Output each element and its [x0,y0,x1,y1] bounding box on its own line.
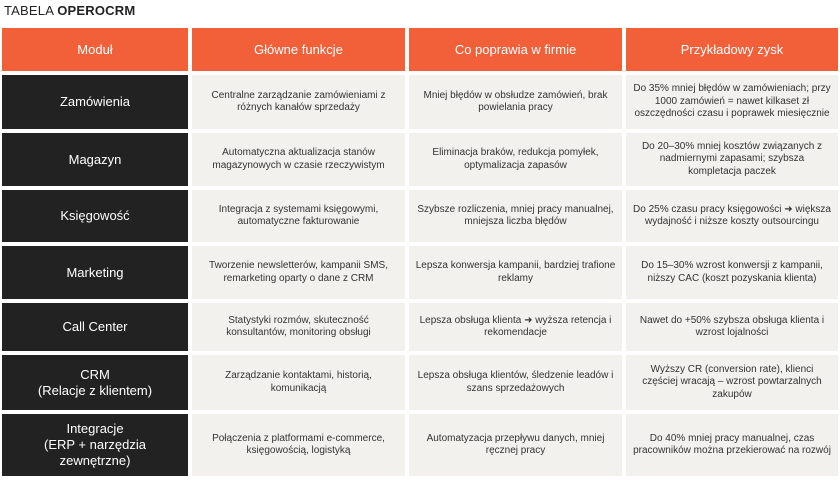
row-functions-integrations: Połączenia z platformami e-commerce, księgowością, logistyką [192,414,405,476]
row-module-marketing: Marketing [2,246,188,299]
row-module-crm: CRM (Relacje z klientem) [2,355,188,410]
row-functions-accounting: Integracja z systemami księgowymi, automatyczne fakturowanie [192,190,405,242]
row-gain-warehouse: Do 20–30% mniej kosztów związanych z nadmiernymi zapasami; szybsza kompletacja paczek [626,133,838,186]
row-improves-orders: Mniej błędów w obsłudze zamówień, brak powielania pracy [409,75,622,129]
row-improves-marketing: Lepsza konwersja kampanii, bardziej trafione reklamy [409,246,622,299]
row-gain-crm: Wyższy CR (conversion rate), klienci częściej wracają – wzrost powtarzalnych zakupów [626,355,838,410]
header-gain: Przykładowy zysk [626,28,838,71]
row-functions-crm: Zarządzanie kontaktami, historią, komunikacją [192,355,405,410]
row-gain-call-center: Nawet do +50% szybsza obsługa klienta i wzrost lojalności [626,303,838,351]
row-module-orders: Zamówienia [2,75,188,129]
comparison-table [2,28,838,476]
row-module-integrations: Integracje (ERP + narzędzia zewnętrzne) [2,414,188,476]
row-improves-crm: Lepsza obsługa klientów, śledzenie leadów i szans sprzedażowych [409,355,622,410]
header-improves: Co poprawia w firmie [409,28,622,71]
table-title [4,3,135,18]
row-module-accounting: Księgowość [2,190,188,242]
row-improves-call-center: Lepsza obsługa klienta ➜ wyższa retencja i rekomendacje [409,303,622,351]
row-functions-call-center: Statystyki rozmów, skuteczność konsultantów, monitoring obsługi [192,303,405,351]
row-functions-orders: Centralne zarządzanie zamówieniami z różnych kanałów sprzedaży [192,75,405,129]
row-module-call-center: Call Center [2,303,188,351]
title-brand: OPEROCRM [57,3,136,18]
row-gain-accounting: Do 25% czasu pracy księgowości ➜ większa wydajność i niższe koszty outsourcingu [626,190,838,242]
row-improves-accounting: Szybsze rozliczenia, mniej pracy manualnej, mniejsza liczba błędów [409,190,622,242]
row-gain-integrations: Do 40% mniej pracy manualnej, czas pracowników można przekierować na rozwój [626,414,838,476]
header-functions: Główne funkcje [192,28,405,71]
row-module-warehouse: Magazyn [2,133,188,186]
row-improves-warehouse: Eliminacja braków, redukcja pomyłek, optymalizacja zapasów [409,133,622,186]
header-module: Moduł [2,28,188,71]
row-gain-marketing: Do 15–30% wzrost konwersji z kampanii, niższy CAC (koszt pozyskania klienta) [626,246,838,299]
row-gain-orders: Do 35% mniej błędów w zamówieniach; przy 1000 zamówień = nawet kilkaset zł oszczędności czasu i poprawek miesięcznie [626,75,838,129]
row-improves-integrations: Automatyzacja przepływu danych, mniej ręcznej pracy [409,414,622,476]
row-functions-marketing: Tworzenie newsletterów, kampanii SMS, remarketing oparty o dane z CRM [192,246,405,299]
title-prefix: TABELA [4,3,58,18]
row-functions-warehouse: Automatyczna aktualizacja stanów magazynowych w czasie rzeczywistym [192,133,405,186]
